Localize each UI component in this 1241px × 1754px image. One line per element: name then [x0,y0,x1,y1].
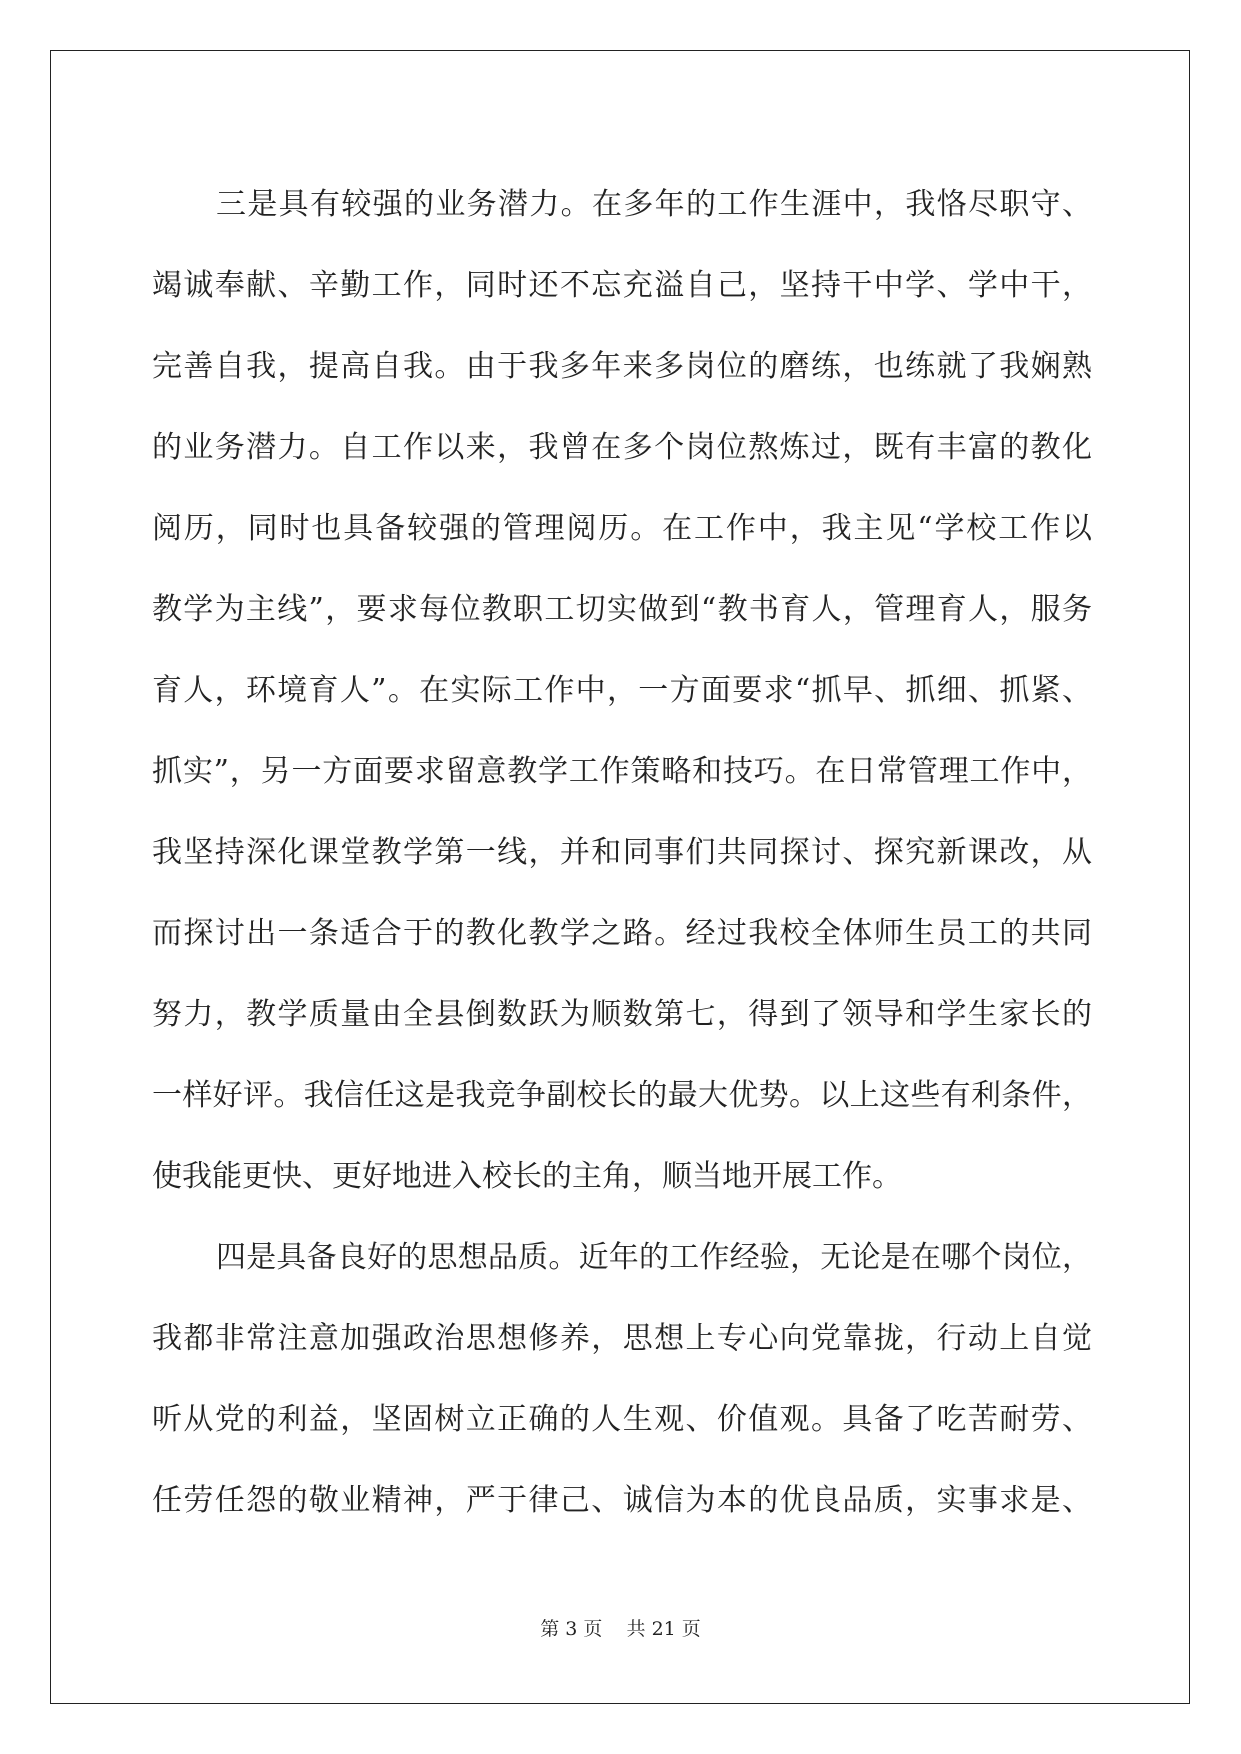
text-line: 阅历，同时也具备较强的管理阅历。在工作中，我主见“学校工作以 [152,511,1092,546]
text-line: 竭诚奉献、辛勤工作，同时还不忘充溢自己，坚持干中学、学中干， [152,268,1092,303]
document-body [152,164,1092,1541]
text-line: 的业务潜力。自工作以来，我曾在多个岗位熬炼过，既有丰富的教化 [152,430,1092,465]
text-line: 我坚持深化课堂教学第一线，并和同事们共同探讨、探究新课改，从 [152,835,1092,870]
text-line: 育人，环境育人”。在实际工作中，一方面要求“抓早、抓细、抓紧、 [152,673,1092,708]
text-line: 而探讨出一条适合于的教化教学之路。经过我校全体师生员工的共同 [152,916,1092,951]
page-number-footer: 第 3 页 共 21 页 [540,1618,701,1640]
text-line: 任劳任怨的敬业精神，严于律己、诚信为本的优良品质，实事求是、 [152,1483,1092,1518]
text-line: 听从党的利益，坚固树立正确的人生观、价值观。具备了吃苦耐劳、 [152,1402,1092,1437]
text-line: 一样好评。我信任这是我竞争副校长的最大优势。以上这些有利条件， [152,1078,1092,1113]
text-line: 我都非常注意加强政治思想修养，思想上专心向党靠拢，行动上自觉 [152,1321,1092,1356]
text-line: 抓实”，另一方面要求留意教学工作策略和技巧。在日常管理工作中， [152,754,1092,789]
text-line: 使我能更快、更好地进入校长的主角，顺当地开展工作。 [152,1159,902,1194]
text-line: 四是具备良好的思想品质。近年的工作经验，无论是在哪个岗位， [216,1240,1092,1275]
text-line: 完善自我，提高自我。由于我多年来多岗位的磨练，也练就了我娴熟 [152,349,1092,384]
text-line: 教学为主线”，要求每位教职工切实做到“教书育人，管理育人，服务 [152,592,1092,627]
text-line: 三是具有较强的业务潜力。在多年的工作生涯中，我恪尽职守、 [216,187,1092,222]
text-line: 努力，教学质量由全县倒数跃为顺数第七，得到了领导和学生家长的 [152,997,1092,1032]
